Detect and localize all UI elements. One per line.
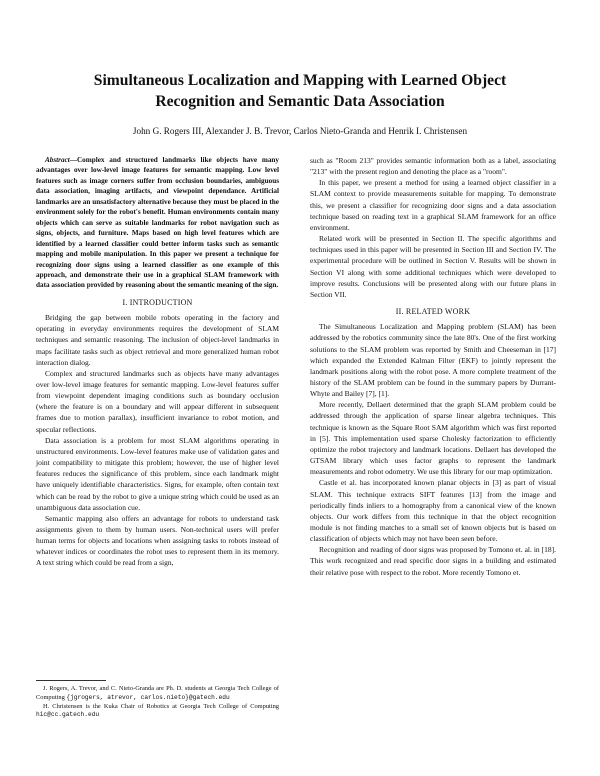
paragraph: Recognition and reading of door signs was proposed by Tomono et. al. in [18]. This work recognized and read specific door signs in a building and estimated their relative pose with respect to the robot. More recently Tomono et.: [310, 545, 556, 577]
abstract: [36, 155, 279, 291]
paper-title: [40, 70, 560, 112]
footnote-rule: [36, 680, 106, 681]
section-heading-introduction: I. INTRODUCTION: [122, 297, 193, 307]
author-list: John G. Rogers III, Alexander J. B. Trevor, Carlos Nieto-Granda and Henrik I. Christensen: [132, 126, 468, 136]
footnote-2-text: H. Christensen is the Kuka Chair of Robotics at Georgia Tech College of Computing: [43, 702, 279, 710]
footnote-2-email: hic@cc.gatech.edu: [36, 711, 100, 719]
section-heading-related-work: II. RELATED WORK: [395, 307, 471, 317]
paragraph: Complex and structured landmarks such as objects have many advantages over low-level image features for semantic mapping. Low-level features suffer from viewpoint dependent imaging conditions such as boundary occlusion (where the feature is on a boundary and will appear different in subsequent frames due to motion parallax), insufficient invariance to robot motion, and specular reflections.: [36, 368, 279, 434]
paragraph: The Simultaneous Localization and Mapping problem (SLAM) has been addressed by the robotics community since the late 80's. One of the first working solutions to the SLAM problem was reported by Smith and Cheeseman in [17] which expanded the Extended Kalman Filter (EKF) to jointly represent the landmark positions along with the robot pose. A more complete treatment of the history of the SLAM problem can be found in the summary papers by Durrant-Whyte and Bailey [7], [1].: [310, 322, 556, 399]
left-column: [36, 155, 279, 569]
title-line-2: Recognition and Semantic Data Association: [155, 93, 445, 110]
paragraph: Castle et al. has incorporated known planar objects in [3] as part of visual SLAM. This technique extracts SIFT features [13] from the image and periodically finds inliers to a homography from a canonical view of the known objects. Our work differs from this technique in that the object recognition module is not finding matches to a small set of known objects but is based on classification of objects which may not have been seen before.: [310, 478, 556, 544]
footnote-1: [36, 685, 279, 703]
footnote-2: [36, 703, 279, 721]
abstract-lead: Abstract: [45, 156, 70, 164]
paragraph: Data association is a problem for most SLAM algorithms operating in unstructured environments. Low-level features make use of validation gates and joint compatibility to mitigate this problem; however, the use of higher level features reduces the significance of this problem, since each landmark might have uniquely identifiable characteristics. Signs, for example, often contain text which can be read by the robot to give a unique string which could be used as an unambiguous data association cue.: [36, 435, 279, 512]
right-column: [310, 155, 556, 578]
paragraph: such as "Room 213" provides semantic information both as a label, associating "213" with the present region and denoting the place as a "room".: [310, 156, 556, 177]
paragraph: Semantic mapping also offers an advantage for robots to understand task assignments given to them by human users. Non-technical users will prefer human terms for objects and locations when assigning tasks to robots instead of whatever indices or coordinates the robot uses to represent them in its memory. A text string which could be read from a sign,: [36, 513, 279, 568]
footnote-1-email: {jgrogers, atrevor, carlos.nieto}@gatech.edu: [66, 693, 230, 701]
footnotes: [36, 680, 279, 720]
footnote-1-text: J. Rogers, A. Trevor, and C. Nieto-Granda are Ph. D. students at Georgia Tech College of Computing: [36, 685, 279, 701]
paragraph: Bridging the gap between mobile robots operating in the factory and operating in everyday environments requires the development of SLAM techniques and semantic reasoning. The inclusion of object-level landmarks in maps facilitate tasks such as object retrieval and more generalized human robot interaction dialog.: [36, 313, 279, 367]
paragraph: In this paper, we present a method for using a learned object classifier in a SLAM context to provide measurements suitable for mapping. To demonstrate this, we present a classifier for recognizing door signs and a data association technique based on reading text in a graphical SLAM framework for an office environment.: [310, 178, 556, 232]
paragraph: More recently, Dellaert determined that the graph SLAM problem could be addressed through the application of sparse linear algebra techniques. This technique is known as the Square Root SAM algorithm which was first reported in [5]. This implementation used sparse Cholesky factorization to efficiently optimize the robot trajectory and landmark locations. Dellaert has developed the GTSAM library which uses factor graphs to represent the landmark measurements and robot odometry. We use this library for our map optimization.: [310, 400, 556, 477]
abstract-text: —Complex and structured landmarks like objects have many advantages over low-level image features for semantic mapping. Low level features such as image corners suffer from occlusion boundaries, ambiguous data association, imaging artifacts, and viewpoint dependance. Artificial landmarks are an unsatisfactory alternative because they must be placed in the environment solely for the robot's benefit. Human environments contain many objects which can serve as suitable landmarks for robot navigation such as signs, objects, and furniture. Maps based on high level features which are identified by a learned classifier could better inform tasks such as semantic mapping and mobile manipulation. In this paper we present a technique for recognizing door signs using a learned classifier as one example of this approach, and demonstrate their use in a graphical SLAM framework with data association provided by reasoning about the semantic meaning of the sign.: [36, 156, 279, 290]
paragraph: Related work will be presented in Section II. The specific algorithms and techniques used in this paper will be presented in Section III and Section IV. The experimental procedure will be outlined in Section V. Results will be shown in Section VI along with some additional techniques which were developed to improve results. Conclusions will be presented along with our future plans in Section VII.: [310, 234, 556, 299]
title-line-1: Simultaneous Localization and Mapping with Learned Object: [93, 72, 507, 89]
